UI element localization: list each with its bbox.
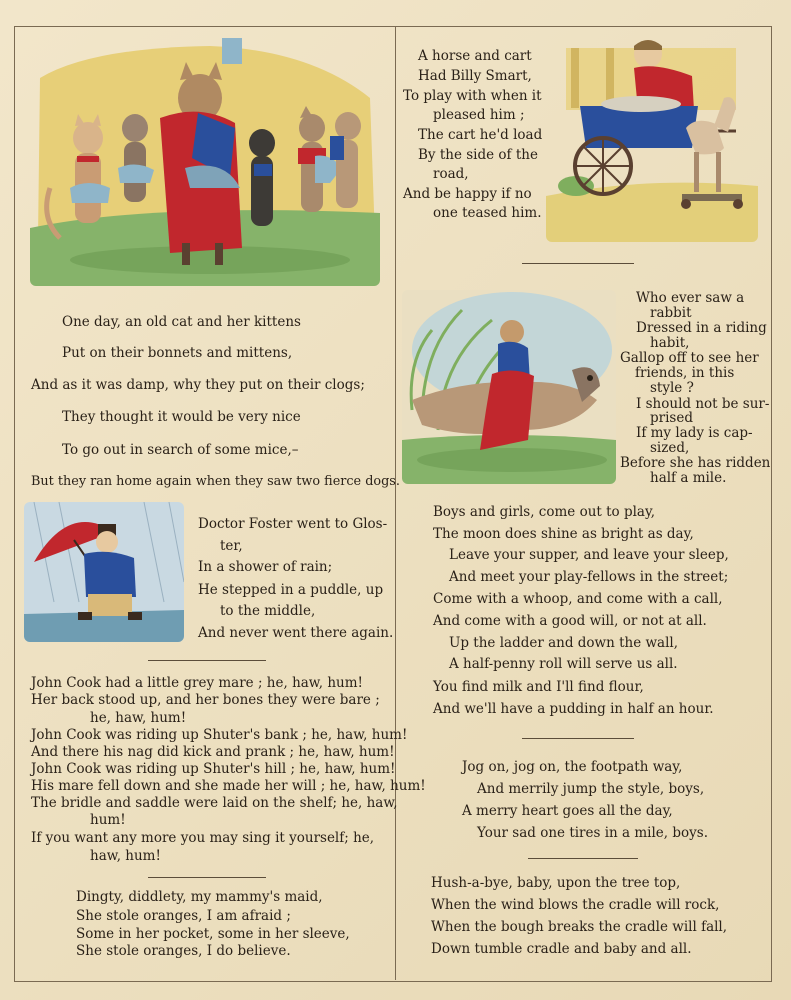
cook-poem-line-5: And there his nag did kick and prank ; he, haw, hum! [31,744,395,760]
cook-poem-line-10: If you want any more you may sing it yourself; he, [31,830,375,846]
cook-poem-line-11: haw, hum! [90,848,161,864]
rabbit-poem-line-6: friends, in this [635,365,735,381]
cook-poem-line-2: Her back stood up, and her bones they were bare ; [31,692,380,708]
boys-poem-line-9: You find milk and I'll find flour, [433,679,644,695]
foster-poem-line-6: And never went there again. [198,625,394,641]
boys-poem-line-8: A half-penny roll will serve us all. [449,656,678,672]
dingty-poem-line-3: Some in her pocket, some in her sleeve, [76,926,350,942]
boys-poem-line-2: The moon does shine as bright as day, [433,526,694,542]
rabbit-poem-line-12: Before she has ridden [620,455,771,471]
billy-poem-line-5: The cart he'd load [418,127,543,143]
cat-poem-line-3: And as it was damp, why they put on their clogs; [31,377,365,393]
rabbit-poem-line-11: sized, [650,440,690,456]
rabbit-poem-line-13: half a mile. [650,470,727,486]
hush-poem-line-4: Down tumble cradle and baby and all. [431,941,692,957]
boys-poem-line-7: Up the ladder and down the wall, [449,635,679,651]
boys-poem-line-1: Boys and girls, come out to play, [433,504,656,520]
rabbit-poem-line-3: Dressed in a riding [636,320,767,336]
left-rule-1 [148,660,266,661]
right-rule-1 [522,263,634,264]
cat-poem-line-5: To go out in search of some mice,– [62,442,299,458]
rabbit-poem-line-10: If my lady is cap- [636,425,753,441]
billy-poem-line-7: road, [433,166,469,182]
rabbit-poem-line-2: rabbit [650,305,692,321]
billy-poem-line-9: one teased him. [433,205,542,221]
hush-poem-line-3: When the bough breaks the cradle will fall, [431,919,728,935]
hush-poem-line-1: Hush-a-bye, baby, upon the tree top, [431,875,681,891]
cook-poem-line-6: John Cook was riding up Shuter's hill ; he, haw, hum! [31,761,396,777]
rabbit-poem-line-4: habit, [650,335,690,351]
boys-poem-line-4: And meet your play-fellows in the street; [449,569,729,585]
cat-poem-line-2: Put on their bonnets and mittens, [62,345,293,361]
right-rule-3 [528,858,638,859]
foster-poem-line-4: He stepped in a puddle, up [198,582,384,598]
rabbit-poem-line-1: Who ever saw a [636,290,745,306]
dingty-poem-line-2: She stole oranges, I am afraid ; [76,908,291,924]
boys-poem-line-10: And we'll have a pudding in half an hour. [433,701,714,717]
jog-poem-line-2: And merrily jump the style, boys, [477,781,705,797]
boys-poem-line-6: And come with a good will, or not at all. [433,613,707,629]
cat-poem-line-1: One day, an old cat and her kittens [62,314,301,330]
left-rule-2 [148,877,266,878]
boys-poem-line-3: Leave your supper, and leave your sleep, [449,547,729,563]
jog-poem-line-1: Jog on, jog on, the footpath way, [462,759,683,775]
rabbit-poem-line-8: I should not be sur- [636,396,770,412]
cat-poem-line-4: They thought it would be very nice [62,409,301,425]
jog-poem-line-3: A merry heart goes all the day, [462,803,673,819]
horse-cart-illustration [546,36,758,242]
billy-poem-line-2: Had Billy Smart, [418,68,532,84]
rabbit-poem-line-5: Gallop off to see her [620,350,759,366]
billy-poem-line-4: pleased him ; [433,107,525,123]
cook-poem-line-8: The bridle and saddle were laid on the shelf; he, haw, [31,795,398,811]
cook-poem-line-4: John Cook was riding up Shuter's bank ; he, haw, hum! [31,727,408,743]
column-divider [395,26,396,980]
dingty-poem-line-1: Dingty, diddlety, my mammy's maid, [76,889,323,905]
foster-poem-line-3: In a shower of rain; [198,559,333,575]
foster-poem-line-2: ter, [220,538,243,554]
foster-poem-line-1: Doctor Foster went to Glos- [198,516,388,532]
right-rule-2 [522,738,634,739]
cook-poem-line-9: hum! [90,812,126,828]
hush-poem-line-2: When the wind blows the cradle will rock, [431,897,720,913]
billy-poem-line-1: A horse and cart [418,48,532,64]
cook-poem-line-1: John Cook had a little grey mare ; he, haw, hum! [31,675,363,691]
billy-poem-line-3: To play with when it [403,88,542,104]
dingty-poem-line-4: She stole oranges, I do believe. [76,943,291,959]
rabbit-rider-illustration [402,290,616,484]
jog-poem-line-4: Your sad one tires in a mile, boys. [477,825,708,841]
billy-poem-line-6: By the side of the [418,147,538,163]
cook-poem-line-3: he, haw, hum! [90,710,187,726]
foster-poem-line-5: to the middle, [220,603,316,619]
rabbit-poem-line-9: prised [650,410,693,426]
cat-poem-line-6: But they ran home again when they saw two fierce dogs. [31,474,400,489]
doctor-foster-illustration [24,502,184,642]
boys-poem-line-5: Come with a whoop, and come with a call, [433,591,723,607]
cat-kittens-illustration [30,38,380,286]
cook-poem-line-7: His mare fell down and she made her will ; he, haw, hum! [31,778,426,794]
billy-poem-line-8: And be happy if no [403,186,532,202]
rabbit-poem-line-7: style ? [650,380,694,396]
